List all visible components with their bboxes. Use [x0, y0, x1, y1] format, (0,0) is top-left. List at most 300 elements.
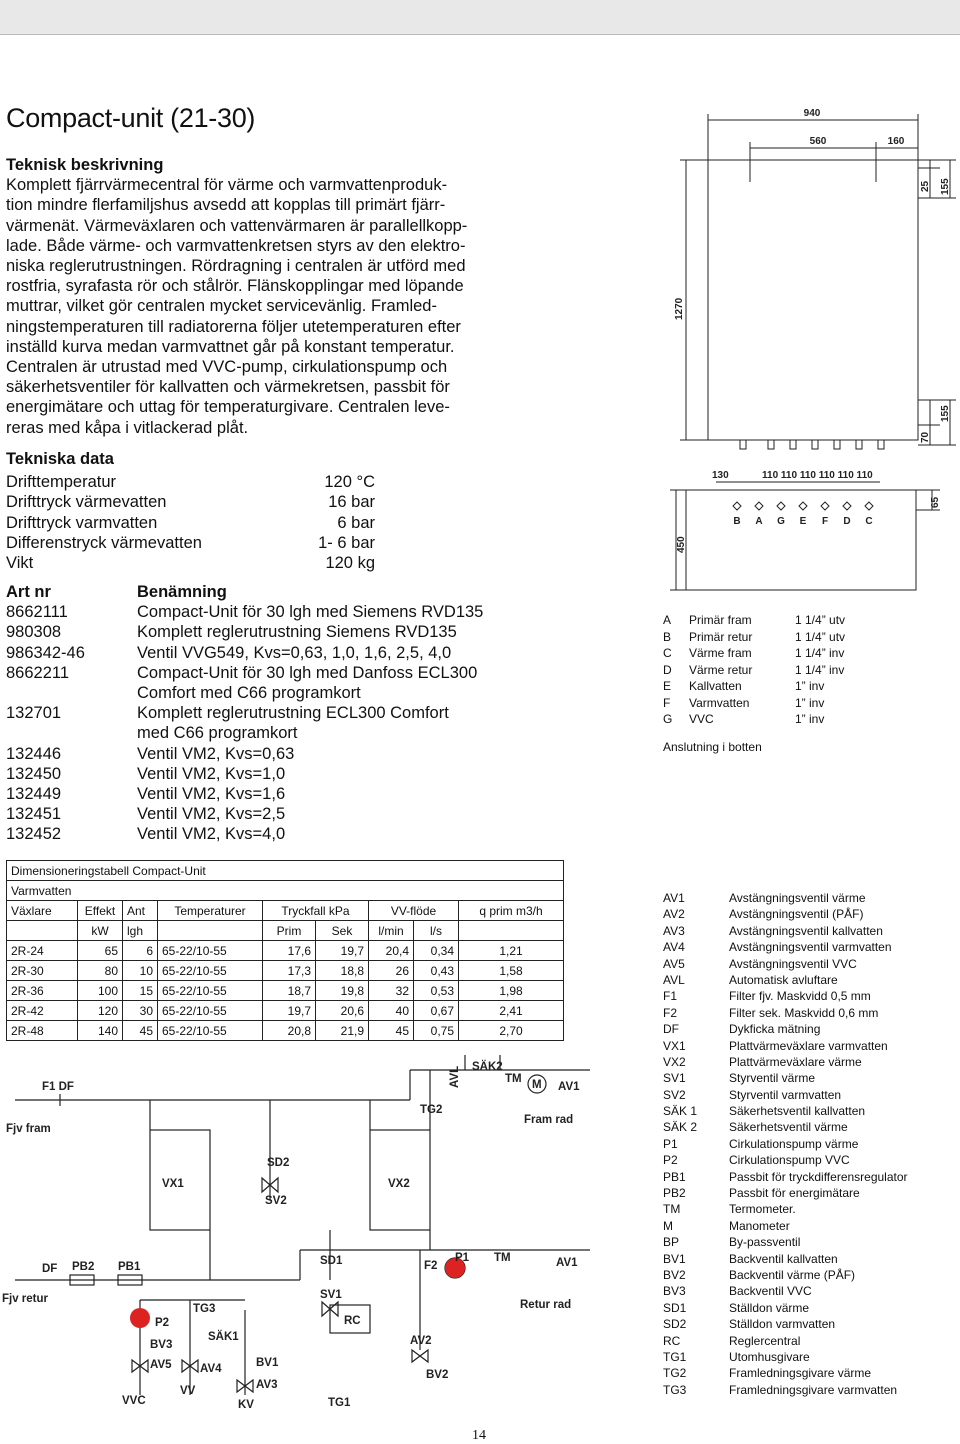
tech-data-section [6, 450, 386, 573]
unit-dimension-drawing [640, 100, 958, 600]
dim-table-cell: 45 [369, 1021, 414, 1041]
connection-note: Anslutning i botten [663, 739, 762, 754]
description-line: energimätare och uttag för temperaturgivare. Centralen leve- [6, 398, 450, 417]
label-p1: P1 [455, 1252, 470, 1264]
legend-row [663, 1283, 908, 1299]
legend-key: BV1 [663, 1251, 686, 1266]
legend-key: AV4 [663, 940, 685, 955]
description-line: Centralen är utrustad med VVC-pump, cirkulationspump och [6, 358, 448, 377]
legend-row [663, 906, 908, 922]
connection-name: Kallvatten [689, 679, 742, 693]
legend-value: Styrventil värme [729, 1071, 816, 1086]
legend-key: BV3 [663, 1284, 686, 1299]
article-name: Compact-Unit för 30 lgh med Danfoss ECL300 [137, 663, 478, 682]
legend-key: SÄK 2 [663, 1120, 698, 1135]
article-name: Ventil VM2, Kvs=1,6 [137, 785, 286, 804]
legend-key: AV1 [663, 891, 685, 905]
connection-size: 1 1/4” utv [795, 629, 846, 644]
label-sv1: SV1 [320, 1289, 342, 1301]
article-row [6, 764, 566, 784]
legend-value: Avstängningsventil VVC [729, 956, 857, 971]
label-tm-top: TM [505, 1073, 522, 1085]
dim-table-cell: 0,67 [414, 1001, 459, 1021]
article-number [6, 723, 137, 743]
legend-key: PB2 [663, 1186, 686, 1201]
legend-value: Cirkulationspump värme [729, 1136, 859, 1151]
legend-value: Framledningsgivare värme [729, 1366, 872, 1381]
label-av1-bottom: AV1 [556, 1257, 578, 1269]
page-number: 14 [472, 1428, 486, 1443]
tech-data-list [6, 472, 386, 573]
legend-key: AV2 [663, 907, 685, 922]
dim-table-cell: 15 [123, 981, 158, 1001]
dim-table-cell: 2R-42 [7, 1001, 78, 1021]
description-line: rostfria, syrafasta rör och stålrör. Flänskopplingar med löpande [6, 277, 464, 296]
legend-key: SÄK 1 [663, 1104, 698, 1119]
port-label: F [821, 516, 829, 527]
article-number: 132449 [6, 785, 62, 804]
article-row [6, 643, 566, 663]
label-vvc: VVC [122, 1395, 146, 1407]
legend-value: Avstängningsventil varmvatten [729, 940, 892, 955]
article-header [6, 582, 566, 602]
dim-130: 130 [712, 470, 729, 481]
dim-table-cell: 65-22/10-55 [158, 941, 263, 961]
description-section [6, 155, 531, 438]
legend-key: AV3 [663, 923, 685, 938]
legend-value: Termometer. [729, 1202, 796, 1217]
article-number: 986342-46 [6, 643, 85, 662]
description-line: värmenät. Värmeväxlaren och vattenvärmaren är parallellkopp- [6, 216, 468, 235]
connection-row [663, 695, 845, 712]
article-number: 132701 [6, 704, 62, 723]
label-sv2: SV2 [265, 1195, 287, 1207]
dim-table-row [7, 941, 564, 961]
legend-row [663, 1054, 908, 1070]
dim-table-cell: 65-22/10-55 [158, 1021, 263, 1041]
legend-row [663, 1251, 908, 1267]
legend-row [663, 1119, 908, 1135]
legend-row [663, 1365, 908, 1381]
dim-table-cell: 10 [123, 961, 158, 981]
tech-data-row [6, 472, 386, 492]
legend-key: F1 [663, 989, 678, 1004]
legend-key: TG1 [663, 1349, 687, 1364]
label-fram-rad: Fram rad [524, 1114, 574, 1126]
legend-row [663, 1136, 908, 1152]
connection-row [663, 645, 845, 662]
port-label: E [799, 516, 807, 527]
dim-table-cell: 65-22/10-55 [158, 961, 263, 981]
label-vx1: VX1 [162, 1178, 184, 1190]
dim-table-cell: 6 [123, 941, 158, 961]
article-number: 8662211 [6, 663, 70, 682]
label-f2: F2 [424, 1260, 438, 1272]
article-number: 132450 [6, 764, 62, 783]
article-name: Komplett reglerutrustning Siemens RVD135 [137, 623, 457, 642]
connection-row [663, 612, 845, 629]
dim-table-cell: 40 [369, 1001, 414, 1021]
legend-value: Ställdon värme [729, 1300, 810, 1315]
page-title: Compact-unit (21-30) [6, 103, 256, 133]
dim-450: 450 [676, 536, 687, 553]
dim-table-cell: 26 [369, 961, 414, 981]
legend-row [663, 1070, 908, 1086]
dim-table-row [7, 1021, 564, 1041]
legend-value: Passbit för tryckdifferensregulator [729, 1169, 908, 1184]
article-row [6, 804, 566, 824]
legend-row [663, 1103, 908, 1119]
legend-row [663, 939, 908, 955]
tech-data-label: Drifttryck värmevatten [6, 493, 167, 512]
description-line: lade. Både värme- och varmvattenkretsen styrs av den elektro- [6, 236, 466, 255]
dim-table-cell: 1,58 [459, 961, 564, 981]
article-name: Ventil VM2, Kvs=2,5 [137, 805, 286, 824]
dim-table-cell: 65 [78, 941, 123, 961]
legend-key: PB1 [663, 1169, 686, 1184]
dim-table-cell: 19,8 [316, 981, 369, 1001]
legend-value: Backventil värme (PÅF) [729, 1267, 856, 1282]
dim-table-cell: 45 [123, 1021, 158, 1041]
label-tm-bottom: TM [494, 1252, 511, 1264]
legend-value: Avstängningsventil värme [729, 891, 866, 905]
dim-table-cell: 30 [123, 1001, 158, 1021]
dim-table-title: Dimensioneringstabell Compact-Unit [7, 861, 564, 881]
dim-header-1: Växlare Effekt Ant Temperaturer Tryckfall kPa VV-flöde q prim m3/h [7, 901, 564, 921]
label-vx2: VX2 [388, 1178, 410, 1190]
legend-value: Ställdon varmvatten [729, 1317, 836, 1332]
description-line: tion mindre flerfamiljshus avsedd att kopplas till primärt fjärr- [6, 196, 446, 215]
description-line: inställd kurva medan varmvattnet går på konstant temperatur. [6, 337, 455, 356]
legend-row [663, 1201, 908, 1217]
tech-data-heading: Tekniska data [6, 450, 114, 468]
tech-data-value: 120 kg [325, 554, 375, 573]
connection-row [663, 678, 845, 695]
legend-row [663, 1038, 908, 1054]
label-sd1: SD1 [320, 1255, 343, 1267]
article-row [6, 784, 566, 804]
dim-table-cell: 120 [78, 1001, 123, 1021]
dim-table-cell: 1,98 [459, 981, 564, 1001]
label-bv3: BV3 [150, 1339, 173, 1351]
legend-row [663, 1185, 908, 1201]
description-line: reras med kåpa i vitlackerad plåt. [6, 418, 249, 437]
connection-name: Primär retur [689, 629, 753, 644]
label-retur-rad: Retur rad [520, 1299, 572, 1311]
legend-value: Filter fjv. Maskvidd 0,5 mm [729, 989, 871, 1004]
dim-table-cell: 17,3 [263, 961, 316, 981]
dim-110-series: 110 110 110 110 110 110 [762, 470, 873, 481]
legend-row [663, 923, 908, 939]
legend-row [663, 972, 908, 988]
tech-data-value: 1- 6 bar [318, 533, 375, 552]
tech-data-label: Vikt [6, 554, 34, 573]
label-av1-top: AV1 [558, 1081, 580, 1093]
article-name: med C66 programkort [137, 724, 298, 743]
article-row [6, 663, 566, 683]
label-sak2: SÄK2 [472, 1061, 503, 1073]
legend-key: SV1 [663, 1071, 686, 1086]
legend-value: Säkerhetsventil värme [729, 1120, 848, 1135]
tech-data-value: 120 °C [324, 473, 375, 491]
label-av4: AV4 [200, 1363, 222, 1375]
label-bv2: BV2 [426, 1369, 449, 1381]
dim-table-subtitle: Varmvatten [7, 881, 564, 901]
legend-row [663, 1169, 908, 1185]
col-name: Benämning [137, 583, 227, 601]
dim-table-cell: 140 [78, 1021, 123, 1041]
dim-65: 65 [930, 496, 941, 508]
dim-table-cell: 65-22/10-55 [158, 981, 263, 1001]
label-vv: VV [180, 1385, 196, 1397]
dim-table-cell: 20,4 [369, 941, 414, 961]
tech-data-label: Drifttryck varmvatten [6, 513, 158, 532]
legend-key: F2 [663, 1005, 678, 1020]
connection-name: VVC [689, 712, 714, 726]
legend-value: Cirkulationspump VVC [729, 1153, 850, 1168]
label-avl: AVL [449, 1065, 461, 1088]
port-label: G [777, 516, 785, 527]
legend-key: TM [663, 1202, 681, 1217]
label-tg1: TG1 [328, 1397, 351, 1409]
article-row [6, 683, 566, 703]
legend-key: DF [663, 1022, 679, 1037]
label-df: DF [42, 1263, 58, 1275]
dim-table-cell: 2,41 [459, 1001, 564, 1021]
port-marker [733, 502, 741, 510]
dim-table-row [7, 1001, 564, 1021]
connection-code: G [663, 712, 673, 726]
label-av2: AV2 [410, 1335, 432, 1347]
dim-table-cell: 80 [78, 961, 123, 981]
legend-value: Plattvärmeväxlare värme [729, 1054, 862, 1069]
dim-155-bottom: 155 [940, 405, 951, 422]
legend-value: Backventil VVC [729, 1284, 812, 1299]
port-label: C [865, 516, 873, 527]
legend-key: VX2 [663, 1054, 686, 1069]
dim-table-cell: 2R-36 [7, 981, 78, 1001]
article-row [6, 703, 566, 723]
label-p2: P2 [155, 1317, 170, 1329]
article-row [6, 824, 566, 844]
port-marker [777, 502, 785, 510]
article-name: Ventil VM2, Kvs=1,0 [137, 764, 286, 783]
label-tg3: TG3 [193, 1303, 216, 1315]
legend-value: Manometer [729, 1218, 790, 1233]
dimension-table [6, 860, 564, 1041]
port-marker [755, 502, 763, 510]
legend-row [663, 1234, 908, 1250]
label-sak1: SÄK1 [208, 1331, 239, 1343]
article-number [6, 683, 137, 703]
label-m: M [532, 1079, 542, 1091]
legend-value: Framledningsgivare varmvatten [729, 1382, 898, 1397]
article-name: Ventil VVG549, Kvs=0,63, 1,0, 1,6, 2,5, 4,0 [137, 643, 452, 662]
legend-key: BV2 [663, 1267, 686, 1282]
label-f1df: F1 DF [42, 1081, 74, 1093]
dim-table-cell: 20,8 [263, 1021, 316, 1041]
dim-table-cell: 20,6 [316, 1001, 369, 1021]
tech-data-value: 16 bar [328, 493, 375, 512]
connection-row [663, 711, 845, 728]
dim-160: 160 [887, 136, 905, 147]
connection-row [663, 629, 845, 646]
legend-value: Säkerhetsventil kallvatten [729, 1104, 866, 1119]
article-number: 132452 [6, 825, 62, 844]
article-name: Ventil VM2, Kvs=0,63 [137, 744, 295, 763]
connection-size: 1” inv [795, 679, 825, 693]
description-line: niska reglerutrustningen. Rördragning i centralen är utförd med [6, 257, 466, 276]
connection-code: C [663, 646, 672, 660]
connection-name: Värme fram [689, 646, 752, 660]
article-row [6, 622, 566, 642]
dim-155-top: 155 [940, 178, 951, 195]
connection-code: F [663, 695, 671, 710]
connection-size: 1 1/4” inv [795, 662, 845, 677]
connection-code: E [663, 679, 672, 693]
port-marker [843, 502, 851, 510]
legend-value: Reglercentral [729, 1333, 801, 1348]
article-row [6, 723, 566, 743]
dim-table-cell: 18,8 [316, 961, 369, 981]
legend-key: RC [663, 1333, 681, 1348]
legend-row [663, 1316, 908, 1332]
article-number: 8662111 [6, 603, 68, 622]
port-label: D [843, 516, 851, 527]
label-pb2: PB2 [72, 1261, 95, 1273]
legend-row [663, 988, 908, 1004]
abbreviation-legend [663, 890, 908, 1398]
col-art: Art nr [6, 583, 51, 601]
legend-value: By-passventil [729, 1235, 801, 1250]
label-sd2: SD2 [267, 1157, 290, 1169]
dim-940: 940 [803, 108, 821, 119]
dim-table-cell: 21,9 [316, 1021, 369, 1041]
article-number: 132446 [6, 744, 62, 763]
dim-table-cell: 18,7 [263, 981, 316, 1001]
description-line: Komplett fjärrvärmecentral för värme och varmvattenproduk- [6, 176, 448, 195]
legend-key: M [663, 1218, 673, 1233]
legend-value: Dykficka mätning [729, 1022, 821, 1037]
article-name: Ventil VM2, Kvs=4,0 [137, 825, 286, 844]
tech-data-row [6, 513, 386, 533]
port-label: A [755, 516, 763, 527]
connection-size: 1” inv [795, 712, 825, 726]
dim-table-cell: 17,6 [263, 941, 316, 961]
dim-table-cell: 2,70 [459, 1021, 564, 1041]
legend-key: AVL [663, 972, 685, 987]
legend-row [663, 1333, 908, 1349]
dim-1270: 1270 [674, 297, 685, 320]
article-name: Compact-Unit för 30 lgh med Siemens RVD135 [137, 603, 484, 622]
tech-data-row [6, 553, 386, 573]
dim-table-cell: 2R-48 [7, 1021, 78, 1041]
legend-row [663, 1087, 908, 1103]
dim-table-cell: 1,21 [459, 941, 564, 961]
top-band [0, 0, 960, 35]
pump-p2 [130, 1308, 150, 1328]
legend-key: SD1 [663, 1300, 687, 1315]
connection-code: B [663, 629, 672, 644]
legend-row [663, 890, 908, 906]
legend-value: Backventil kallvatten [729, 1251, 838, 1266]
connection-name: Värme retur [689, 662, 753, 677]
legend-value: Passbit för energimätare [729, 1186, 860, 1201]
legend-key: TG2 [663, 1366, 687, 1381]
legend-row [663, 1021, 908, 1037]
port-marker [865, 502, 873, 510]
dim-560: 560 [809, 136, 827, 147]
label-rc: RC [344, 1315, 361, 1327]
label-pb1: PB1 [118, 1261, 141, 1273]
description-text [6, 175, 531, 438]
legend-value: Plattvärmeväxlare varmvatten [729, 1038, 888, 1053]
dim-table-cell: 19,7 [263, 1001, 316, 1021]
legend-key: BP [663, 1235, 680, 1250]
legend-row [663, 1218, 908, 1234]
description-line: muttrar, vilket gör centralen mycket servicevänlig. Framled- [6, 297, 437, 316]
legend-row [663, 1267, 908, 1283]
tech-data-row [6, 533, 386, 553]
connection-size: 1” inv [795, 695, 825, 710]
legend-row [663, 956, 908, 972]
dim-table-cell: 65-22/10-55 [158, 1001, 263, 1021]
legend-value: Avstängningsventil (PÅF) [729, 907, 864, 922]
description-heading: Teknisk beskrivning [6, 156, 164, 174]
dim-table-cell: 2R-24 [7, 941, 78, 961]
legend-value: Filter sek. Maskvidd 0,6 mm [729, 1005, 879, 1020]
article-number: 132451 [6, 805, 62, 824]
dim-table-cell: 0,75 [414, 1021, 459, 1041]
legend-value: Styrventil varmvatten [729, 1087, 842, 1102]
legend-key: VX1 [663, 1038, 686, 1053]
label-fjv-retur: Fjv retur [2, 1293, 49, 1305]
dim-70: 70 [920, 431, 931, 443]
legend-key: SV2 [663, 1087, 686, 1102]
connection-name: Primär fram [689, 613, 752, 627]
connection-list [663, 612, 845, 754]
connection-row [663, 662, 845, 679]
article-row [6, 744, 566, 764]
dim-table-cell: 0,53 [414, 981, 459, 1001]
article-row [6, 602, 566, 622]
article-number: 980308 [6, 623, 62, 642]
label-tg2: TG2 [420, 1104, 443, 1116]
legend-row [663, 1005, 908, 1021]
legend-row [663, 1152, 908, 1168]
dim-25: 25 [920, 180, 931, 192]
tech-data-label: Differenstryck värmevatten [6, 533, 202, 552]
legend-key: AV5 [663, 956, 685, 971]
legend-value: Utomhusgivare [729, 1349, 810, 1364]
dim-table-cell: 100 [78, 981, 123, 1001]
tech-data-row [6, 492, 386, 512]
label-av3: AV3 [256, 1379, 278, 1391]
flow-schematic [0, 1050, 620, 1420]
description-line: ningstemperaturen till radiatorerna följer utetemperaturen efter [6, 317, 461, 336]
connection-size: 1 1/4” utv [795, 613, 846, 627]
legend-row [663, 1382, 908, 1398]
legend-value: Avstängningsventil kallvatten [729, 923, 883, 938]
tech-data-value: 6 bar [337, 513, 375, 532]
legend-row [663, 1349, 908, 1365]
connection-name: Varmvatten [689, 695, 750, 710]
dim-header-2: kW lgh Prim Sek l/min l/s [7, 921, 564, 941]
connection-code: D [663, 662, 672, 677]
article-name: Komplett reglerutrustning ECL300 Comfort [137, 704, 449, 723]
description-line: säkerhetsventiler för kallvatten och värmekretsen, passbit för [6, 378, 450, 397]
legend-key: SD2 [663, 1317, 687, 1332]
